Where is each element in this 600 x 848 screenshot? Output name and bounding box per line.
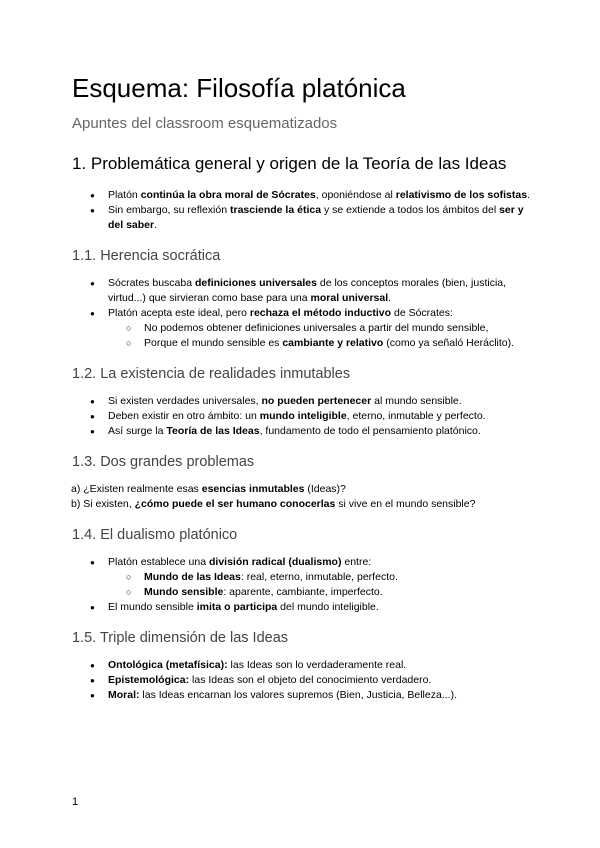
section-1-3-heading: 1.3. Dos grandes problemas xyxy=(72,454,255,470)
list-item: ● Si existen verdades universales, no pueden pertenecer al mundo sensible. xyxy=(108,394,532,409)
list-item: ● Platón acepta este ideal, pero rechaza el método inductivo de Sócrates: ○ No podemos obtener definiciones universales a partir del mundo sensible, ○ Porque el mundo sensible es cambiante y relativo (como ya señaló Heráclito). xyxy=(108,306,532,351)
section-1-list xyxy=(72,188,532,233)
section-1-3-body xyxy=(0,482,532,512)
list-item: ● Sin embargo, su reflexión trasciende la ética y se extiende a todos los ámbitos del ser y del saber. xyxy=(108,203,532,233)
section-1-4-heading: 1.4. El dualismo platónico xyxy=(72,527,238,543)
list-item: ● Platón establece una división radical (dualismo) entre: ○ Mundo de las Ideas: real, eterno, inmutable, perfecto. ○ Mundo sensible: aparente, cambiante, imperfecto. xyxy=(108,555,532,600)
sub-list xyxy=(108,570,532,600)
section-1-1-list xyxy=(72,276,532,351)
sub-list-item: ○ Mundo de las Ideas: real, eterno, inmutable, perfecto. xyxy=(144,570,532,585)
list-item: ● Moral: las Ideas encarnan los valores supremos (Bien, Justicia, Belleza...). xyxy=(108,688,532,703)
list-item: ● El mundo sensible imita o participa del mundo inteligible. xyxy=(108,600,532,615)
list-item: ● Epistemológica: las Ideas son el objeto del conocimiento verdadero. xyxy=(108,673,532,688)
section-1-5-list xyxy=(72,658,532,703)
list-item: ● Platón continúa la obra moral de Sócrates, oponiéndose al relativismo de los sofistas. xyxy=(108,188,532,203)
question-b: b) Si existen, ¿cómo puede el ser humano conocerlas si vive en el mundo sensible? xyxy=(71,498,476,510)
sub-list xyxy=(108,321,532,351)
document-subtitle: Apuntes del classroom esquematizados xyxy=(72,115,338,132)
list-item: ● Ontológica (metafísica): las Ideas son lo verdaderamente real. xyxy=(108,658,532,673)
section-1-5-heading: 1.5. Triple dimensión de las Ideas xyxy=(72,630,289,646)
sub-list-item: ○ Mundo sensible: aparente, cambiante, imperfecto. xyxy=(144,585,532,600)
list-item: ● Deben existir en otro ámbito: un mundo inteligible, eterno, inmutable y perfecto. xyxy=(108,409,532,424)
document-title: Esquema: Filosofía platónica xyxy=(72,73,406,103)
section-1-heading: 1. Problemática general y origen de la Teoría de las Ideas xyxy=(72,154,507,173)
sub-list-item: ○ No podemos obtener definiciones universales a partir del mundo sensible, xyxy=(144,321,532,336)
section-1-2-heading: 1.2. La existencia de realidades inmutables xyxy=(72,366,351,382)
list-item: ● Sócrates buscaba definiciones universales de los conceptos morales (bien, justicia, virtud...) que sirvieran como base para una moral universal. xyxy=(108,276,532,306)
section-1-2-list xyxy=(72,394,532,439)
section-1-1-heading: 1.1. Herencia socrática xyxy=(72,248,221,264)
section-1-4-list xyxy=(72,555,532,615)
list-item: ● Así surge la Teoría de las Ideas, fundamento de todo el pensamiento platónico. xyxy=(108,424,532,439)
question-a: a) ¿Existen realmente esas esencias inmutables (Ideas)? xyxy=(71,483,346,495)
document-page xyxy=(72,70,532,703)
sub-list-item: ○ Porque el mundo sensible es cambiante y relativo (como ya señaló Heráclito). xyxy=(144,336,532,351)
page-number: 1 xyxy=(72,796,79,808)
